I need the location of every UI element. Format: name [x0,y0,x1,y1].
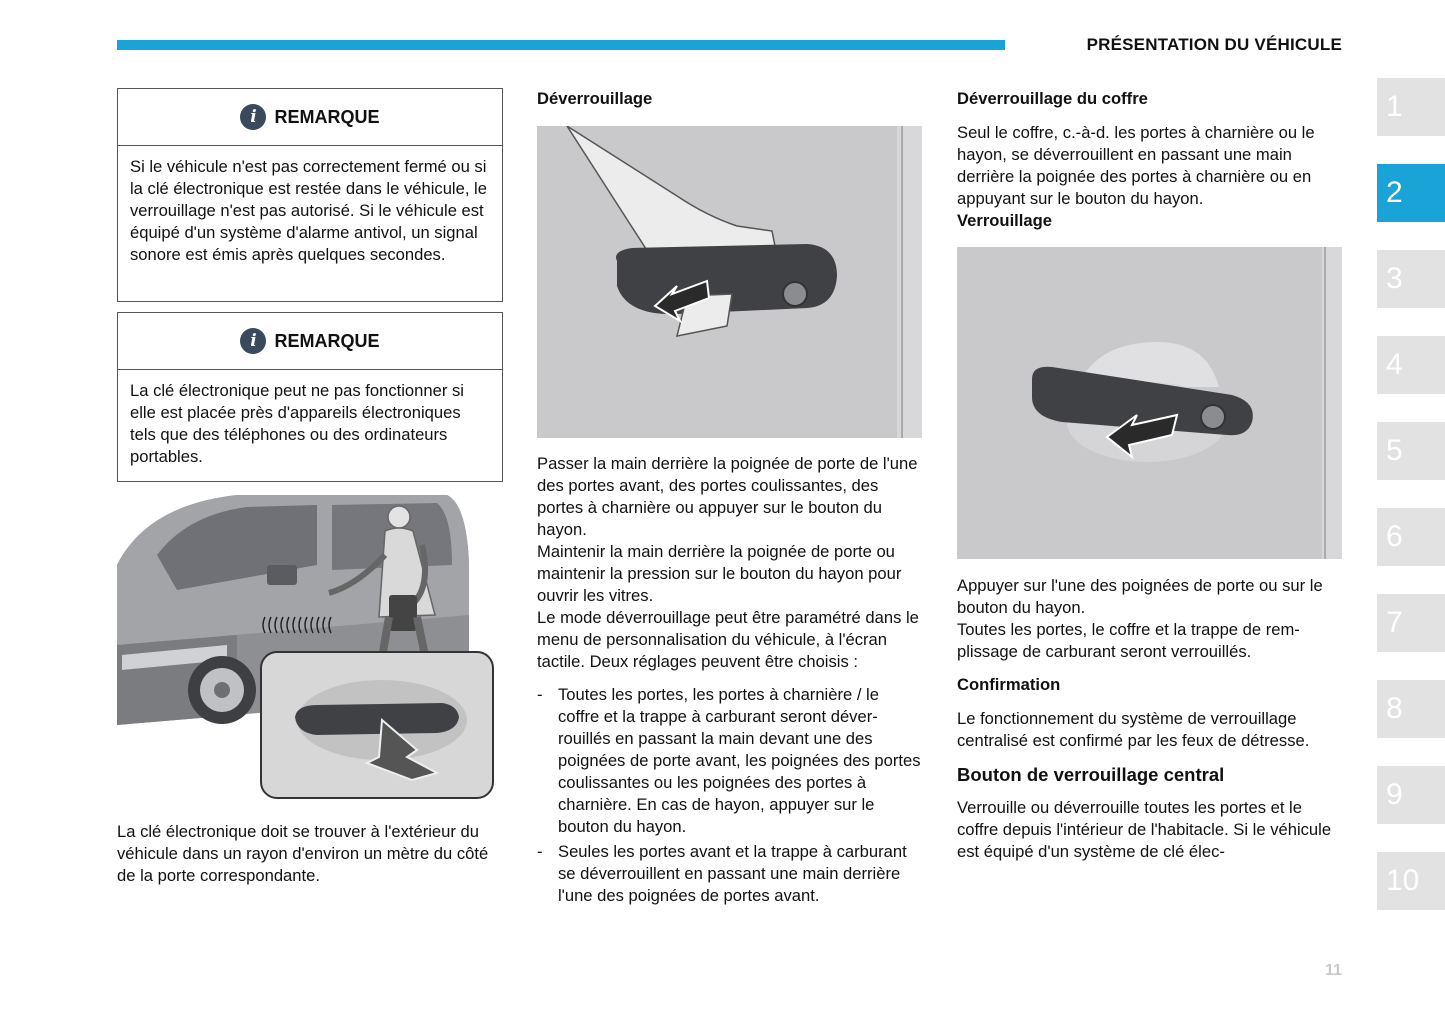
list-item: - Toutes les portes, les portes à charnière / le coffre et la trappe à carburant seront déverrouillés en passant la main devant une des poignées de porte avant, les poignées des portes coulissantes ou les poignées des portes à charnière. En cas de hayon, appuyer sur le bouton du hayon. [537,684,921,838]
remark-title: REMARQUE [274,106,380,127]
chapter-tab-8[interactable]: 8 [1377,680,1445,738]
right-top-block [957,88,1343,232]
remark-body: Si le véhicule n'est pas correctement fermé ou si la clé électronique est restée dans le véhicule, le verrouillage n'est pas autorisé. Si le véhicule est équipé d'un système d'alarme antivol, un signal sonore est émis après quelques secondes. [130,157,487,264]
heading-bouton-verrouillage: Bouton de verrouillage central [957,764,1225,785]
remark-header [118,89,502,146]
right-para-2: Appuyer sur l'une des poignées de porte ou sur le bouton du hayon. [957,576,1323,617]
left-caption [117,821,501,887]
chapter-tab-3[interactable]: 3 [1377,250,1445,308]
heading-verrouillage: Verrouillage [957,211,1052,230]
remark-box-1 [117,88,503,302]
chapter-tab-10[interactable]: 10 [1377,852,1445,910]
caption-text: La clé électronique doit se trouver à l'extérieur du véhicule dans un rayon d'environ un mètre du côté de la porte correspondante. [117,822,489,885]
page-number: 11 [1325,962,1342,979]
right-para-1: Seul le coffre, c.-à-d. les portes à charnière ou le hayon, se déverrouillent en passant une main derrière la poignée des portes à charnière ou en appuyant sur le bouton du hayon. [957,123,1315,208]
chapter-tab-6[interactable]: 6 [1377,508,1445,566]
middle-para-2: Maintenir la main derrière la poignée de porte ou maintenir la pression sur le bouton du hayon pour ouvrir les vitres. [537,542,902,605]
right-para-3: Toutes les portes, le coffre et la trappe de remplissage de carburant seront verrouillés. [957,620,1300,661]
middle-body [537,453,921,910]
remark-box-2 [117,312,503,482]
list-item: - Seules les portes avant et la trappe à carburant se déverrouillent en passant une main derrière l'une des poignées de portes avant. [537,841,921,907]
info-icon: i [240,104,266,130]
illustration-van-keyless-entry [117,495,497,803]
info-icon: i [240,328,266,354]
chapter-tab-5[interactable]: 5 [1377,422,1445,480]
chapter-tab-7[interactable]: 7 [1377,594,1445,652]
right-para-5: Verrouille ou déverrouille toutes les portes et le coffre depuis l'intérieur de l'habitacle. Si le véhicule est équipé d'un système de clé élec- [957,798,1332,861]
right-body [957,575,1343,863]
heading-deverrouillage-coffre: Déverrouillage du coffre [957,89,1148,108]
illustration-press-handle-button [957,247,1342,559]
middle-para-3: Le mode déverrouillage peut être paramétré dans le menu de personnalisation du véhicule, à l'écran tactile. Deux réglages peuvent être choisis : [537,608,919,671]
right-para-4: Le fonctionnement du système de verrouillage centralisé est confirmé par les feux de détresse. [957,709,1310,750]
heading-confirmation: Confirmation [957,675,1061,694]
middle-para-1: Passer la main derrière la poignée de porte de l'une des portes avant, des portes coulissantes, des portes à charnière ou appuyer sur le bouton du hayon. [537,454,918,539]
remark-body: La clé électronique peut ne pas fonctionner si elle est placée près d'appareils électroniques tels que des téléphones ou des ordinateurs portables. [130,381,464,466]
illustration-hand-behind-handle [537,126,922,438]
heading-deverrouillage: Déverrouillage [537,89,653,108]
chapter-tab-2[interactable]: 2 [1377,164,1445,222]
header-accent-bar [117,40,1005,50]
remark-title: REMARQUE [274,330,380,351]
remark-header [118,313,502,370]
unlock-options-list [537,684,921,907]
middle-heading-block [537,88,921,110]
chapter-tab-9[interactable]: 9 [1377,766,1445,824]
chapter-tab-1[interactable]: 1 [1377,78,1445,136]
chapter-tab-4[interactable]: 4 [1377,336,1445,394]
section-title: PRÉSENTATION DU VÉHICULE [1086,35,1342,54]
